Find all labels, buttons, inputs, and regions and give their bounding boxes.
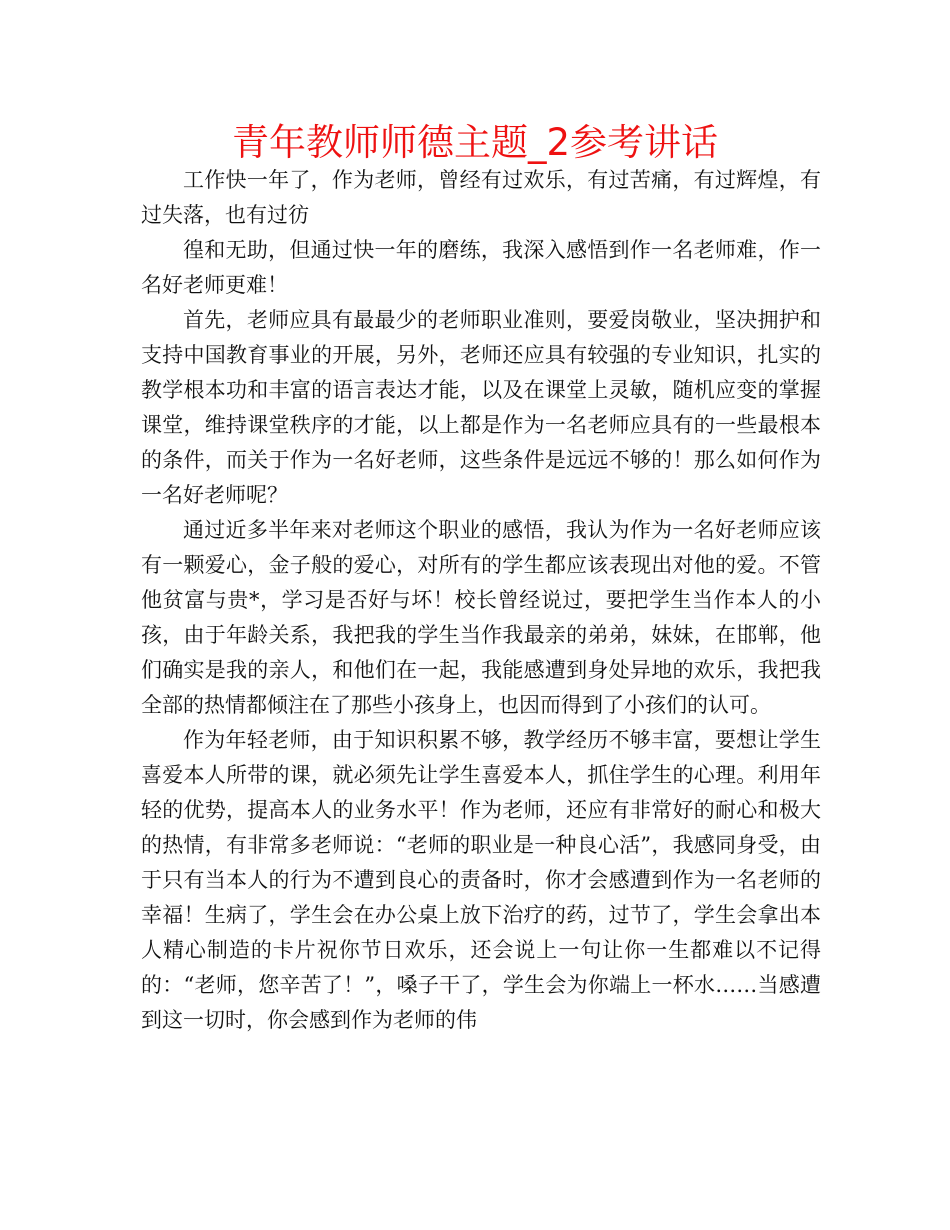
- paragraph: 通过近多半年来对老师这个职业的感悟，我认为作为一名好老师应该有一颗爱心，金子般的爱心，对所有的学生都应该表现出对他的爱。不管他贫富与贵*，学习是否好与坏！校长曾经说过，要把学生当作本人的小孩，由于年龄关系，我把我的学生当作我最亲的弟弟，妹妹，在邯郸，他们确实是我的亲人，和他们在一起，我能感遭到身处异地的欢乐，我把我全部的热情都倾注在了那些小孩身上，也因而得到了小孩们的认可。: [141, 518, 821, 717]
- document-body: [141, 163, 821, 1038]
- paragraph: 首先，老师应具有最最少的老师职业准则，要爱岗敬业，坚决拥护和支持中国教育事业的开展，另外，老师还应具有较强的专业知识，扎实的教学根本功和丰富的语言表达才能，以及在课堂上灵敏，随机应变的掌握课堂，维持课堂秩序的才能，以上都是作为一名老师应具有的一些最根本的条件，而关于作为一名好老师，这些条件是远远不够的！那么如何作为一名好老师呢？: [141, 308, 821, 507]
- paragraph: 工作快一年了，作为老师，曾经有过欢乐，有过苦痛，有过辉煌，有过失落，也有过彷: [141, 168, 821, 227]
- paragraph: 作为年轻老师，由于知识积累不够，教学经历不够丰富，要想让学生喜爱本人所带的课，就必须先让学生喜爱本人，抓住学生的心理。利用年轻的优势，提高本人的业务水平！作为老师，还应有非常好的耐心和极大的热情，有非常多老师说：“老师的职业是一种良心活”，我感同身受，由于只有当本人的行为不遭到良心的责备时，你才会感遭到作为一名老师的幸福！生病了，学生会在办公桌上放下治疗的药，过节了，学生会拿出本人精心制造的卡片祝你节日欢乐，还会说上一句让你一生都难以不记得的：“老师，您辛苦了！”，嗓子干了，学生会为你端上一杯水……当感遭到这一切时，你会感到作为老师的伟: [141, 728, 821, 1032]
- document-title: 青年教师师德主题_2参考讲话: [231, 121, 719, 164]
- paragraph: 徨和无助，但通过快一年的磨练，我深入感悟到作一名老师难，作一名好老师更难！: [141, 238, 821, 297]
